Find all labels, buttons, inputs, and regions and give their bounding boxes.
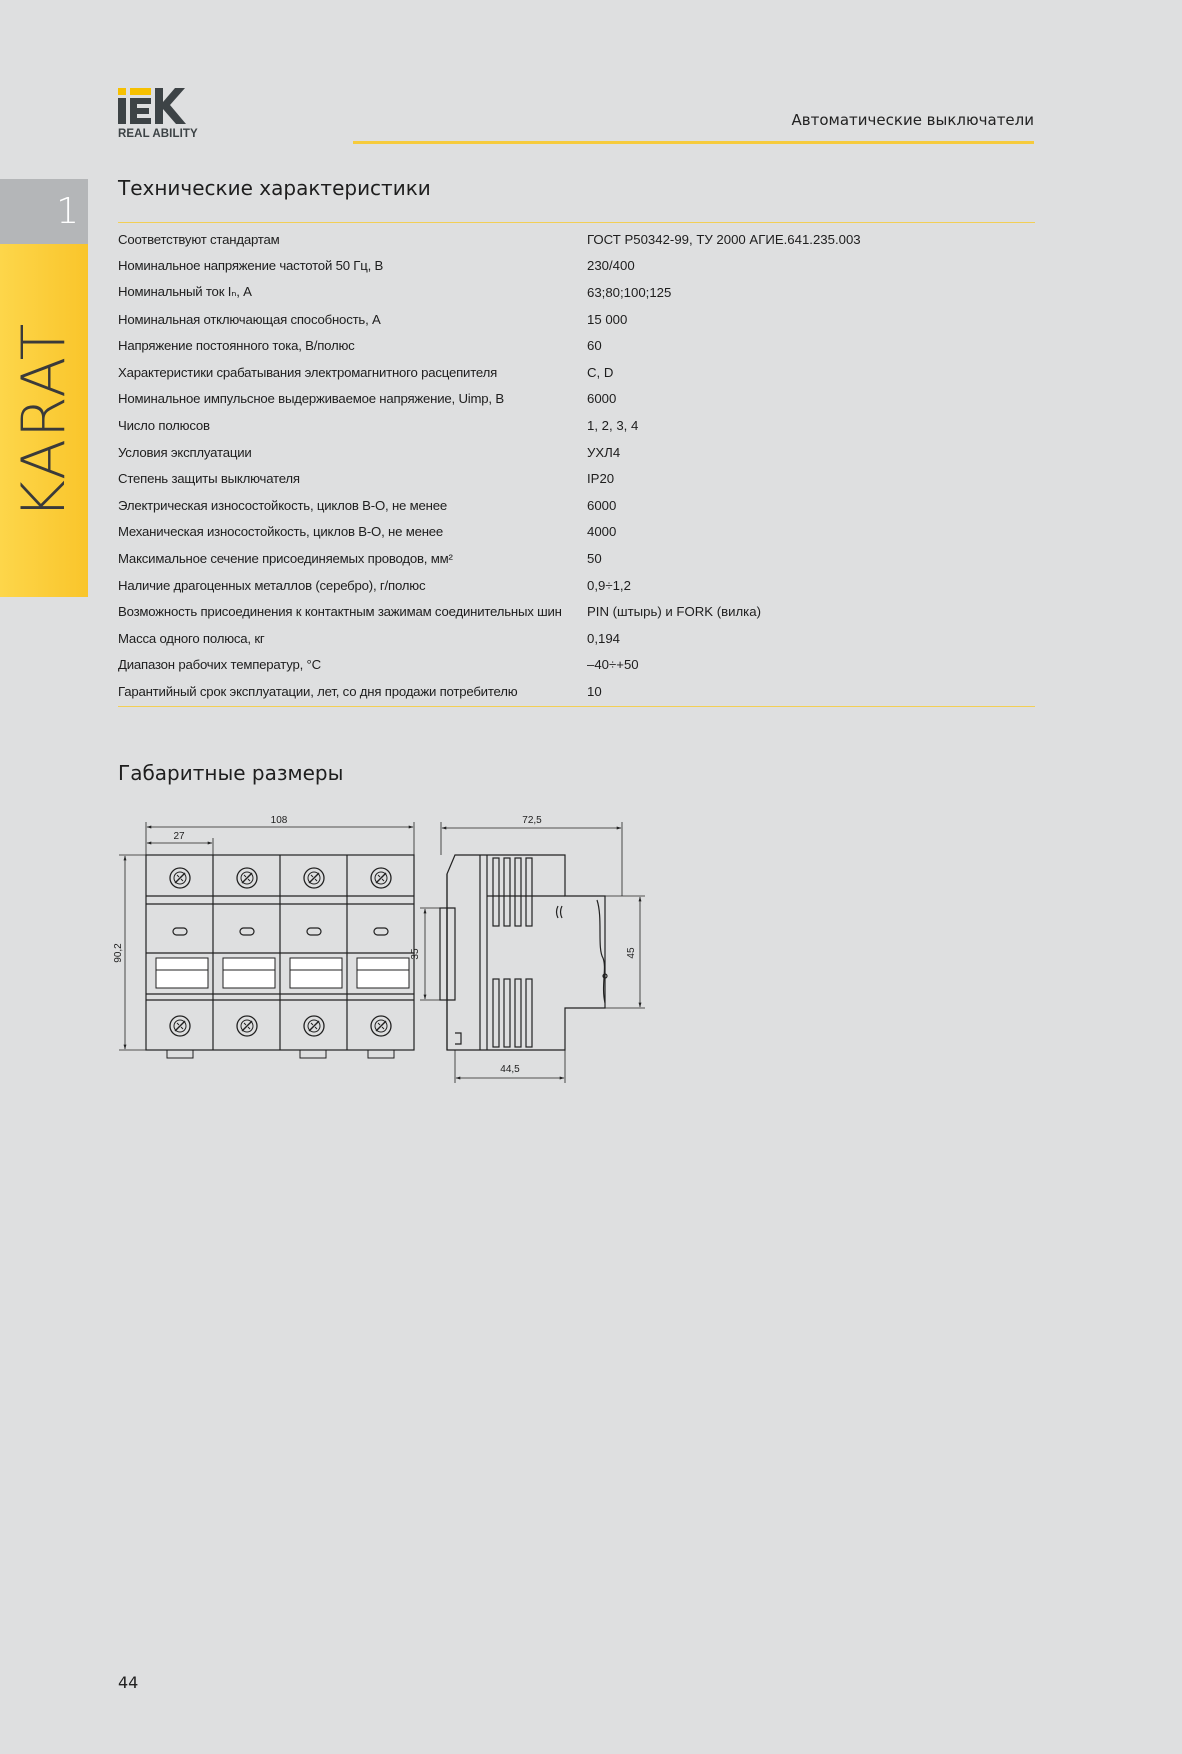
specs-title: Технические характеристики <box>118 176 431 200</box>
spec-label: Число полюсов <box>118 417 210 433</box>
dim-pole-width: 27 <box>173 831 185 842</box>
side-view <box>440 855 607 1050</box>
spec-row <box>118 253 1035 280</box>
spec-value: C, D <box>587 364 614 380</box>
spec-value: 0,9÷1,2 <box>587 577 631 593</box>
spec-label: Номинальный ток Iₙ, А <box>118 284 252 300</box>
spec-label: Максимальное сечение присоединяемых проводов, мм² <box>118 550 453 566</box>
spec-row <box>118 572 1035 599</box>
dim-height: 90,2 <box>113 943 124 963</box>
spec-value: 15 000 <box>587 311 628 327</box>
din-clips <box>167 1050 394 1058</box>
dim-total-width: 108 <box>270 815 288 826</box>
dimensions-title: Габаритные размеры <box>118 761 344 785</box>
spec-row <box>118 519 1035 546</box>
spec-label: Номинальное напряжение частотой 50 Гц, В <box>118 258 384 274</box>
spec-value: 50 <box>587 550 602 566</box>
spec-value: 230/400 <box>587 258 635 274</box>
iek-logo-mark <box>118 88 196 124</box>
section-number-tab: 1 <box>0 179 88 244</box>
spec-label: Номинальное импульсное выдерживаемое напряжение, Uimp, В <box>118 391 504 407</box>
spec-value: 1, 2, 3, 4 <box>587 417 639 433</box>
header-divider <box>353 141 1034 144</box>
spec-value: 0,194 <box>587 630 621 646</box>
spec-row <box>118 306 1035 333</box>
spec-row <box>118 226 1035 253</box>
page-number: 44 <box>118 1673 139 1692</box>
spec-row <box>118 652 1035 679</box>
pole-switches <box>156 958 409 988</box>
spec-value: 63;80;100;125 <box>587 284 672 300</box>
spec-row <box>118 332 1035 359</box>
spec-value: 6000 <box>587 391 617 407</box>
spec-value: IP20 <box>587 471 615 487</box>
spec-row <box>118 678 1035 705</box>
spec-row <box>118 386 1035 413</box>
spec-value: 4000 <box>587 524 617 540</box>
dim-front-height: 45 <box>626 947 637 959</box>
spec-label: Соответствуют стандартам <box>118 231 280 247</box>
spec-value: ГОСТ Р50342-99, ТУ 2000 АГИЕ.641.235.003 <box>587 231 861 247</box>
spec-row <box>118 439 1035 466</box>
spec-label: Гарантийный срок эксплуатации, лет, со дня продажи потребителю <box>118 683 518 699</box>
specs-table <box>118 222 1035 707</box>
spec-value: 10 <box>587 683 602 699</box>
series-label: KARAT <box>9 322 79 519</box>
spec-row <box>118 279 1035 306</box>
spec-value: PIN (штырь) и FORK (вилка) <box>587 604 761 620</box>
spec-row <box>118 598 1035 625</box>
logo-tagline: REAL ABILITY <box>118 128 198 140</box>
dim-rail-height: 35 <box>410 948 421 960</box>
spec-label: Возможность присоединения к контактным зажимам соединительных шин <box>118 604 562 620</box>
spec-row <box>118 625 1035 652</box>
spec-value: –40÷+50 <box>587 657 639 673</box>
spec-label: Механическая износостойкость, циклов В-О, не менее <box>118 524 444 540</box>
spec-label: Номинальная отключающая способность, А <box>118 311 381 327</box>
spec-row <box>118 412 1035 439</box>
spec-label: Диапазон рабочих температур, °С <box>118 657 321 673</box>
spec-label: Электрическая износостойкость, циклов В-О, не менее <box>118 497 447 513</box>
dim-depth: 72,5 <box>522 815 542 826</box>
spec-row <box>118 545 1035 572</box>
dimension-drawing <box>115 808 655 1097</box>
spec-label: Наличие драгоценных металлов (серебро), г/полюс <box>118 577 426 593</box>
spec-row <box>118 465 1035 492</box>
spec-label: Условия эксплуатации <box>118 444 252 460</box>
series-band <box>0 244 88 597</box>
iek-logo <box>118 88 198 140</box>
spec-value: УХЛ4 <box>587 444 621 460</box>
spec-value: 60 <box>587 338 602 354</box>
spec-row <box>118 492 1035 519</box>
spec-value: 6000 <box>587 497 617 513</box>
dimension-drawing-svg <box>115 808 655 1093</box>
spec-label: Напряжение постоянного тока, В/полюс <box>118 338 355 354</box>
header-title: Автоматические выключатели <box>791 111 1034 129</box>
spec-label: Масса одного полюса, кг <box>118 630 265 646</box>
spec-row <box>118 359 1035 386</box>
spec-label: Степень защиты выключателя <box>118 471 300 487</box>
spec-label: Характеристики срабатывания электромагнитного расцепителя <box>118 364 498 380</box>
dim-body-depth: 44,5 <box>500 1064 520 1075</box>
